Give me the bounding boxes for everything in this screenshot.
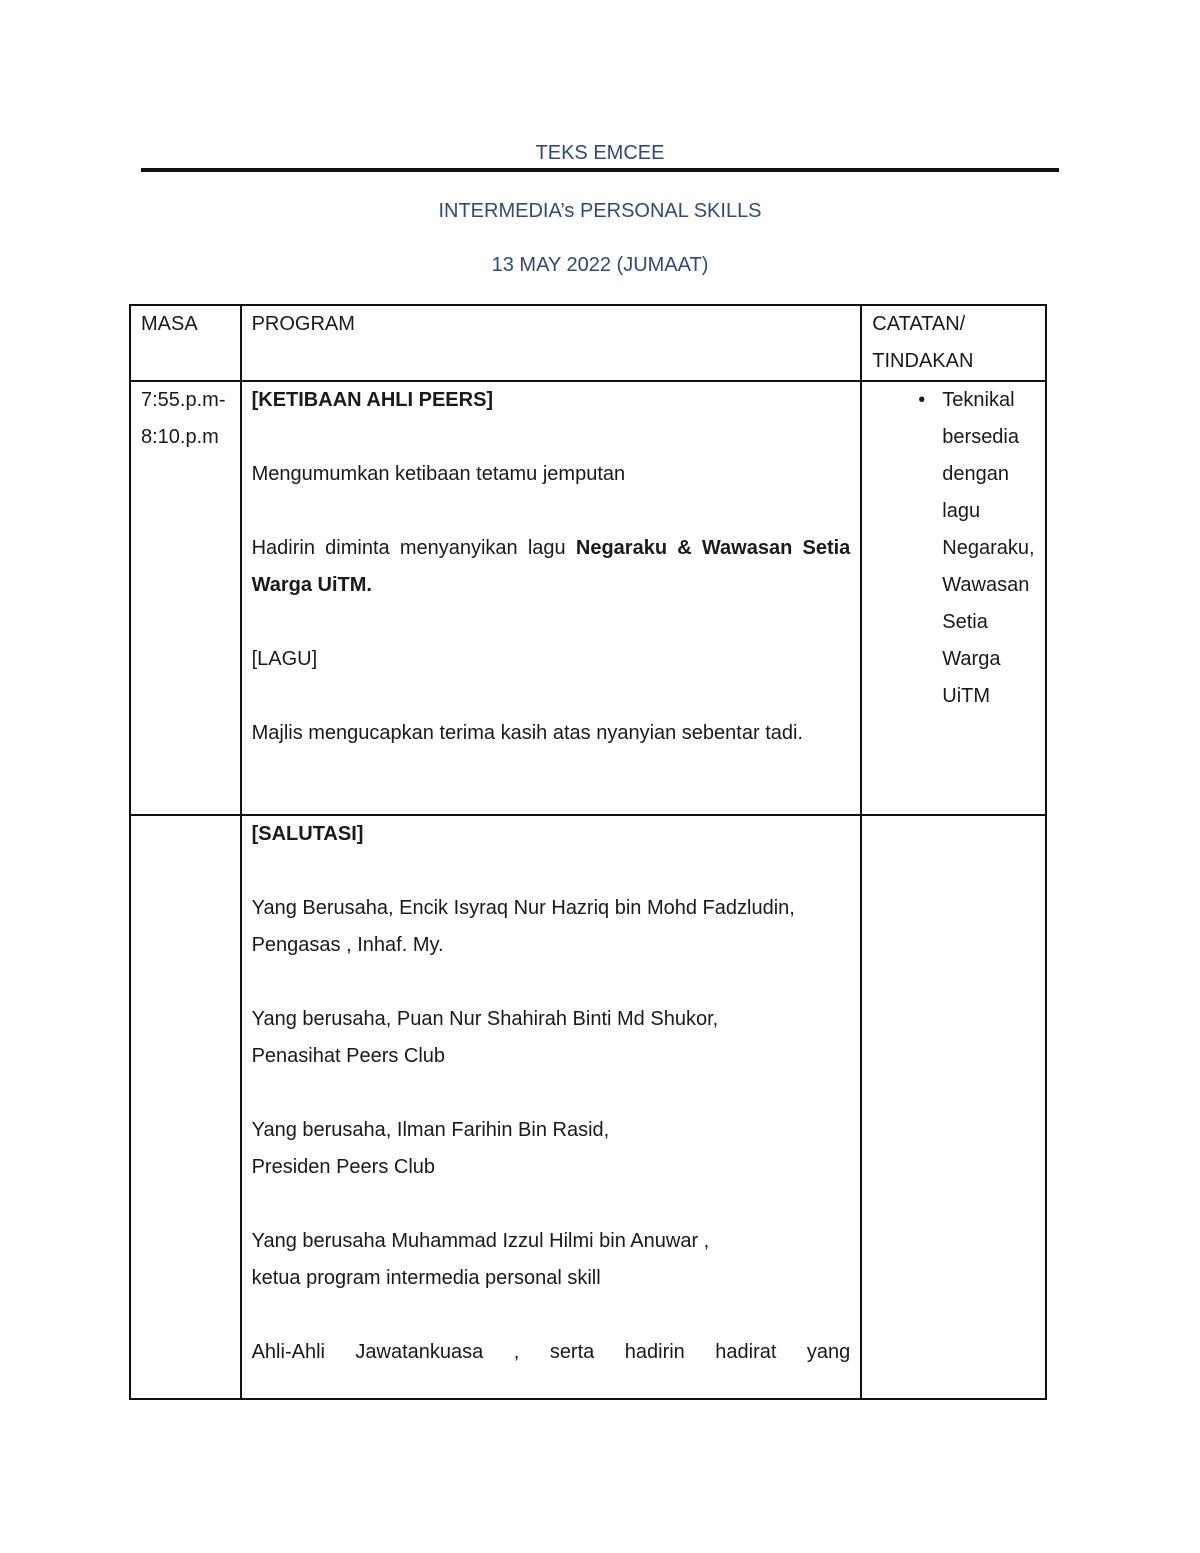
guest-title: Penasihat Peers Club: [251, 1045, 446, 1067]
catatan-text: Teknikal bersedia dengan lagu Negaraku, Wawasan Setia Warga UiTM: [942, 389, 1035, 707]
guest-name: Yang berusaha, Puan Nur Shahirah Binti Md Shukor,: [251, 1008, 719, 1030]
column-header-program: PROGRAM: [241, 305, 862, 381]
program-paragraph: [252, 530, 851, 604]
bullet-item: [872, 382, 1035, 715]
title-divider: [141, 168, 1059, 172]
guest-name: Yang berusaha, Ilman Farihin Bin Rasid,: [251, 1119, 610, 1141]
table-row: [130, 381, 1046, 815]
guest-title: ketua program intermedia personal skill: [251, 1267, 601, 1289]
document-date: 13 MAY 2022 (JUMAAT): [491, 254, 709, 276]
program-cell: [241, 381, 862, 815]
masa-cell: [130, 815, 241, 1399]
guest-name: Yang Berusaha, Encik Isyraq Nur Hazriq bin Mohd Fadzludin,: [251, 897, 795, 919]
program-paragraph: Majlis mengucapkan terima kasih atas nyanyian sebentar tadi.: [251, 722, 803, 744]
paragraph-text: Hadirin diminta menyanyikan lagu: [251, 537, 576, 559]
catatan-cell: [861, 815, 1046, 1399]
guest-name: Ahli-Ahli Jawatankuasa , serta hadirin hadirat yang: [251, 1341, 851, 1363]
program-paragraph: [LAGU]: [251, 648, 318, 670]
column-header-catatan: CATATAN/ TINDAKAN: [861, 305, 1046, 381]
program-paragraph: Mengumumkan ketibaan tetamu jemputan: [251, 463, 626, 485]
time-start: 7:55.p.m-: [141, 389, 226, 411]
table-header-row: [130, 305, 1046, 381]
song-names: Negaraku & Wawasan Setia Warga UiTM.: [251, 537, 851, 596]
bullet-icon: •: [918, 389, 926, 411]
document-subtitle: INTERMEDIA’s PERSONAL SKILLS: [438, 200, 762, 222]
catatan-cell: [861, 381, 1046, 815]
section-heading: [KETIBAAN AHLI PEERS]: [251, 389, 494, 411]
table-row: [130, 815, 1046, 1399]
masa-cell: [130, 381, 241, 815]
guest-name: Yang berusaha Muhammad Izzul Hilmi bin Anuwar ,: [251, 1230, 710, 1252]
column-header-masa: MASA: [130, 305, 241, 381]
program-cell: [241, 815, 862, 1399]
time-end: 8:10.p.m: [141, 426, 219, 448]
emcee-schedule-table: [129, 304, 1047, 1400]
guest-title: Pengasas , Inhaf. My.: [251, 934, 444, 956]
document-title: TEKS EMCEE: [535, 142, 665, 164]
section-heading: [SALUTASI]: [251, 823, 364, 845]
guest-title: Presiden Peers Club: [251, 1156, 436, 1178]
